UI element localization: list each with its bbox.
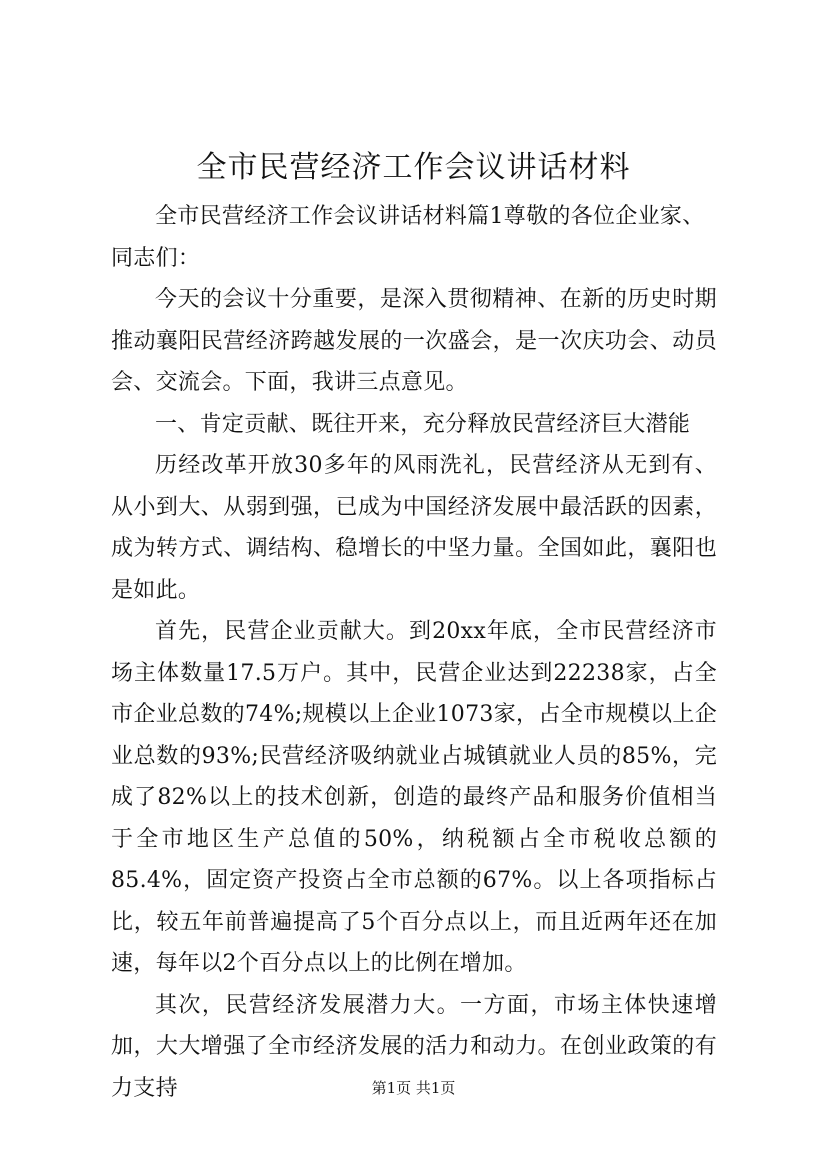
paragraph-7: 其次，民营经济发展潜力大。一方面，市场主体快速增加，大大增强了全市经济发展的活力和动力。在创业政策的有力支持 [111,992,717,1101]
paragraph-2: 同志们： [111,245,201,271]
page-footer: 第1页 共1页 [371,1079,456,1097]
paragraph-6: 首先，民营企业贡献大。到20xx年底，全市民营经济市场主体数量17.5万户。其中，民营企业达到22238家，占全市企业总数的74%;规模以上企业1073家，占全市规模以上企业总数的93%;民营经济吸纳就业占城镇就业人员的85%，完成了82%以上的技术创新，创造的最终产品和服务价值相当于全市地区生产总值的50%，纳税额占全市税收总额的85.4%，固定资产投资占全市总额的67%。以上各项指标占比，较五年前普遍提高了5个百分点以上，而且近两年还在加速，每年以2个百分点以上的比例在增加。 [111,619,717,976]
paragraph-1: 全市民营经济工作会议讲话材料篇1尊敬的各位企业家、 [155,204,705,229]
paragraph-4-heading: 一、肯定贡献、既往开来，充分释放民营经济巨大潜能 [155,411,691,437]
document-title: 全市民营经济工作会议讲话材料 [196,150,631,185]
paragraph-5: 历经改革开放30多年的风雨洗礼，民营经济从无到有、从小到大、从弱到强，已成为中国经济发展中最活跃的因素，成为转方式、调结构、稳增长的中坚力量。全国如此，襄阳也是如此。 [111,453,717,603]
document-body [111,196,717,1109]
paragraph-3: 今天的会议十分重要，是深入贯彻精神、在新的历史时期推动襄阳民营经济跨越发展的一次盛会，是一次庆功会、动员会、交流会。下面，我讲三点意见。 [111,287,717,395]
